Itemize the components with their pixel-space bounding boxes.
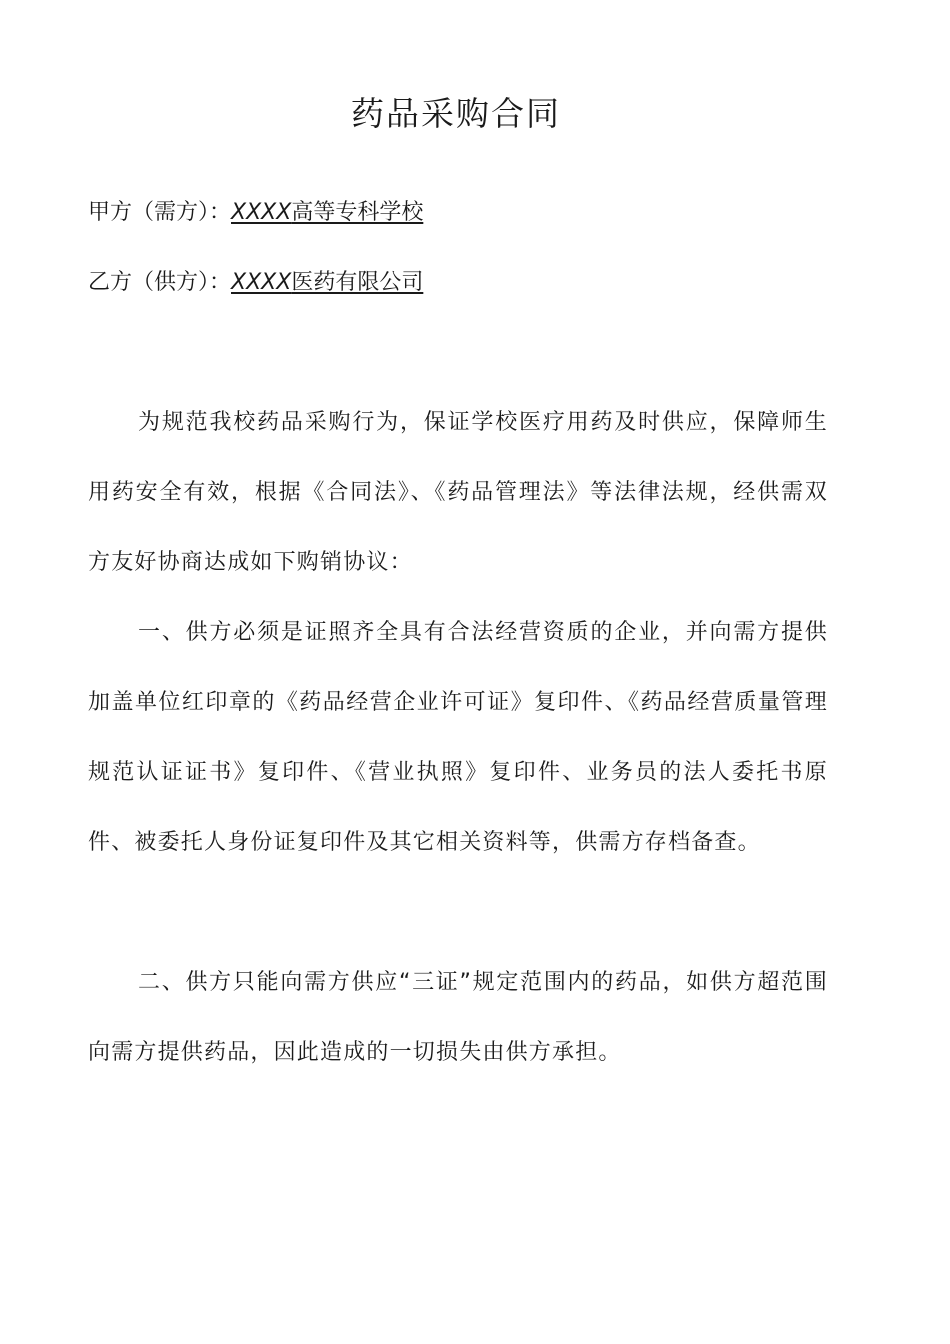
paragraph-text: 二、供方只能向需方供应“三证”规定范围内的药品，如供方超范围向需方提供药品，因此造成的一切损失由供方承担。 (88, 970, 828, 1065)
party-b-name-suffix: 医药有限公司 (291, 270, 424, 295)
paragraph-text: 为规范我校药品采购行为，保证学校医疗用药及时供应，保障师生用药安全有效，根据《合同法》、《药品管理法》等法律法规，经供需双方友好协商达成如下购销协议： (88, 410, 828, 575)
party-b-label: 乙方（供方）： (88, 270, 232, 295)
document-title: 药品采购合同 (351, 94, 561, 133)
paragraph-preamble (88, 388, 828, 598)
party-b-name (231, 270, 423, 295)
party-a-name-prefix: XXXX (231, 200, 292, 225)
party-a-line (88, 198, 423, 228)
paragraph-text: 一、供方必须是证照齐全具有合法经营资质的企业，并向需方提供加盖单位红印章的《药品经营企业许可证》复印件、《药品经营质量管理规范认证证书》复印件、《营业执照》复印件、业务员的法人委托书原件、被委托人身份证复印件及其它相关资料等，供需方存档备查。 (88, 620, 828, 855)
party-a-name (231, 200, 423, 225)
paragraph-clause-2 (88, 948, 828, 1088)
party-b-line (88, 268, 423, 298)
party-a-label: 甲方（需方）： (88, 200, 232, 225)
party-b-name-prefix: XXXX (231, 270, 292, 295)
paragraph-clause-1 (88, 598, 828, 878)
party-a-name-suffix: 高等专科学校 (291, 200, 424, 225)
